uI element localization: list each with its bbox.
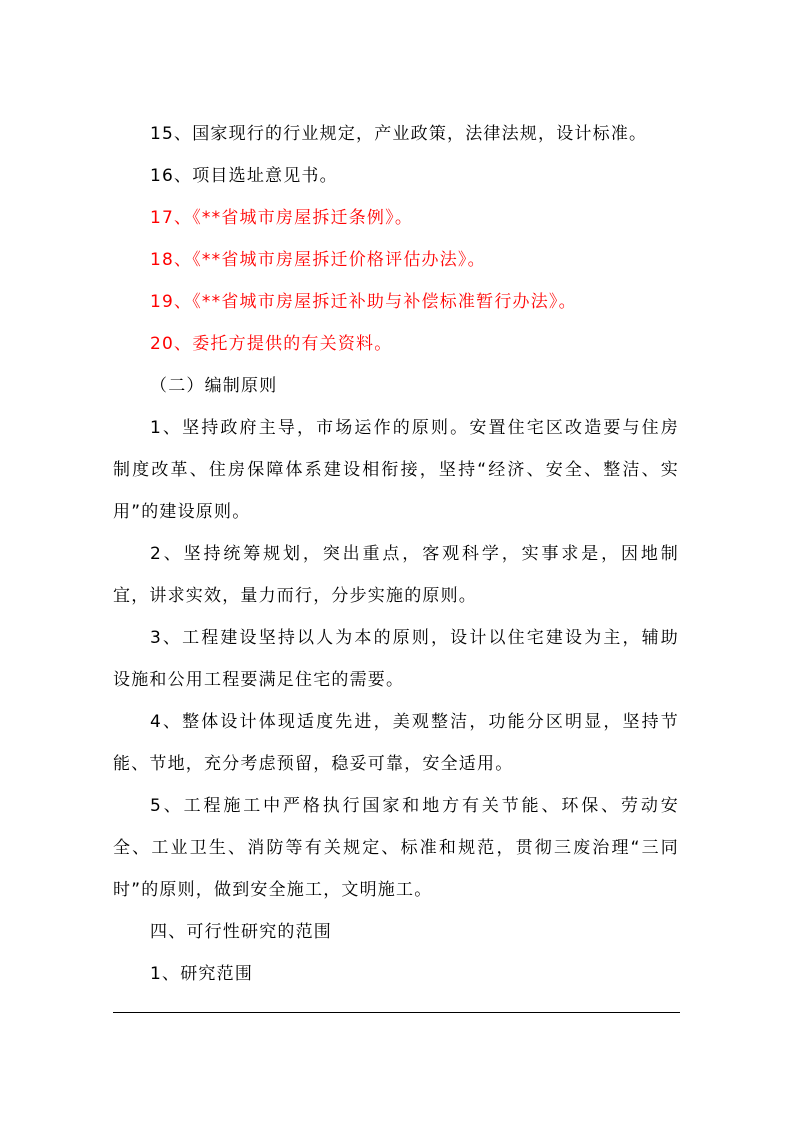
reference-number: 16、 <box>150 166 193 186</box>
reference-number: 19、 <box>150 292 193 312</box>
principle-3-line-1: 3、工程建设坚持以人为本的原则，设计以住宅建设为主，辅助 <box>150 628 679 648</box>
reference-number: 20、 <box>150 334 193 354</box>
section-heading: （二）编制原则 <box>150 376 278 396</box>
principle-1-line-2: 制度改革、住房保障体系建设相衔接，坚持“经济、安全、整洁、实 <box>113 460 679 480</box>
reference-text: 委托方提供的有关资料。 <box>192 334 393 354</box>
principle-1-line-1: 1、坚持政府主导，市场运作的原则。安置住宅区改造要与住房 <box>150 418 679 438</box>
principle-2-line-1: 2、坚持统筹规划，突出重点，客观科学，实事求是，因地制 <box>150 544 679 564</box>
footer-divider <box>113 1012 680 1013</box>
principle-4-line-1: 4、整体设计体现适度先进，美观整洁，功能分区明显，坚持节 <box>150 712 679 732</box>
principle-4-line-2: 能、节地，充分考虑预留，稳妥可靠，安全适用。 <box>113 754 514 774</box>
reference-text: 《**省城市房屋拆迁补助与补偿标准暂行办法》。 <box>192 292 577 312</box>
reference-item-16 <box>150 166 338 186</box>
principle-5-line-3: 时”的原则，做到安全施工，文明施工。 <box>113 880 433 900</box>
reference-number: 17、 <box>150 208 193 228</box>
reference-number: 15、 <box>150 124 193 144</box>
chapter-heading: 四、可行性研究的范围 <box>150 922 332 942</box>
reference-item-18 <box>150 250 486 270</box>
principle-5-line-2: 全、工业卫生、消防等有关规定、标准和规范，贯彻三废治理“三同 <box>113 838 679 858</box>
reference-text: 《**省城市房屋拆迁条例》。 <box>192 208 414 228</box>
subheading-research-scope: 1、研究范围 <box>150 964 254 984</box>
principle-2-line-2: 宜，讲求实效，量力而行，分步实施的原则。 <box>113 586 477 606</box>
principle-5-line-1: 5、工程施工中严格执行国家和地方有关节能、环保、劳动安 <box>150 796 679 816</box>
reference-item-15 <box>150 124 647 144</box>
reference-item-17 <box>150 208 413 228</box>
reference-text: 《**省城市房屋拆迁价格评估办法》。 <box>192 250 486 270</box>
principle-1-line-3: 用”的建设原则。 <box>113 502 251 522</box>
reference-item-20 <box>150 334 392 354</box>
reference-number: 18、 <box>150 250 193 270</box>
reference-item-19 <box>150 292 577 312</box>
principle-3-line-2: 设施和公用工程要满足住宅的需要。 <box>113 670 405 690</box>
reference-text: 项目选址意见书。 <box>192 166 338 186</box>
reference-text: 国家现行的行业规定，产业政策，法律法规，设计标准。 <box>192 124 648 144</box>
